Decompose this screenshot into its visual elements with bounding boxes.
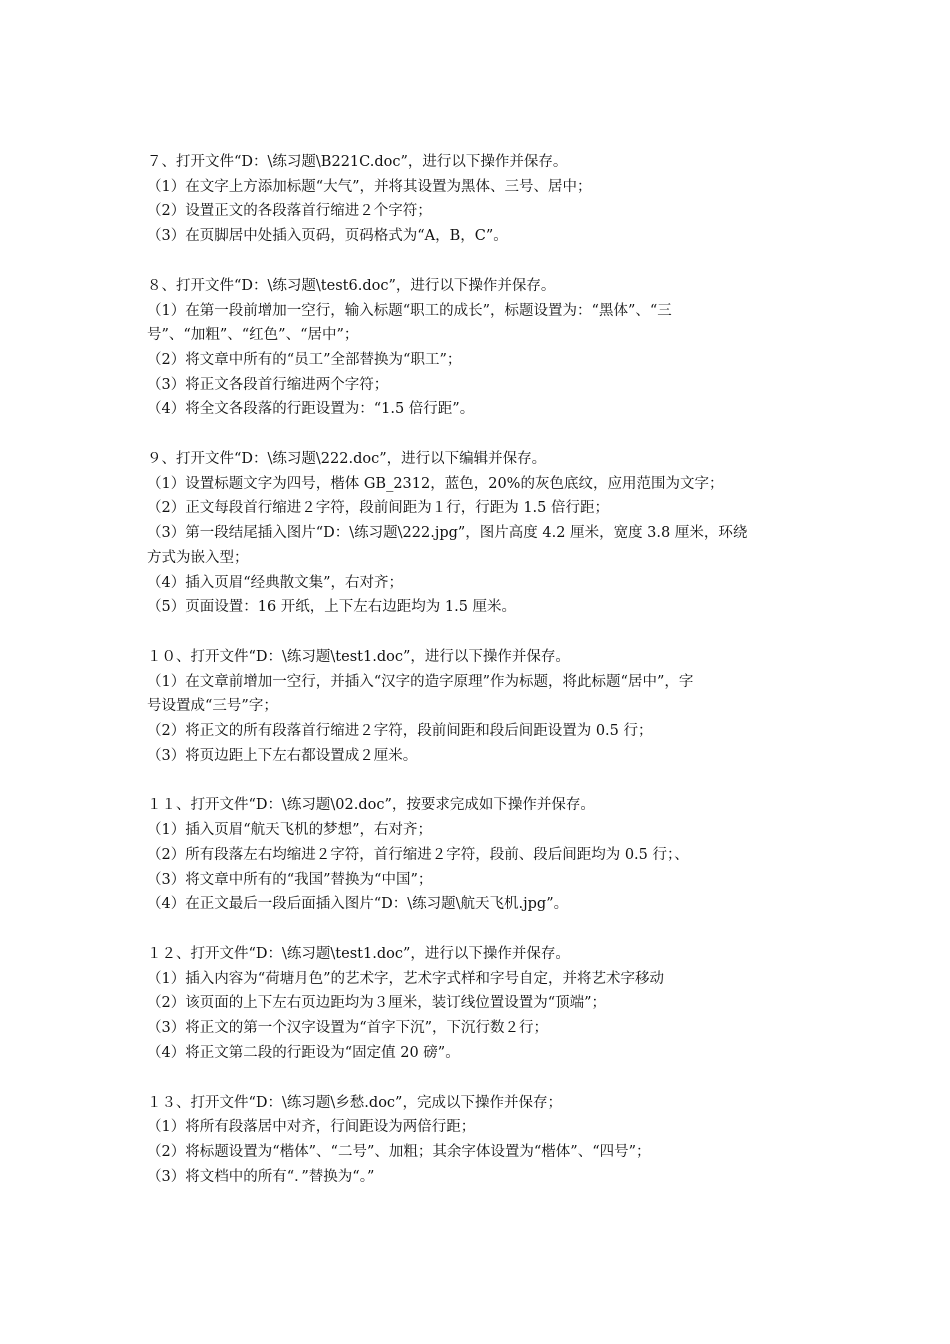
exercise-line: （2）将正文的所有段落首行缩进２字符，段前间距和段后间距设置为 0.5 行； xyxy=(147,723,653,740)
exercise-line: （3）将正文的第一个汉字设置为“首字下沉”，下沉行数２行； xyxy=(147,1020,549,1037)
exercise-line: （1）插入内容为“荷塘月色”的艺术字，艺术字式样和字号自定，并将艺术字移动 xyxy=(147,970,665,987)
exercise-line: （5）页面设置：16 开纸，上下左右边距均为 1.5 厘米。 xyxy=(147,599,517,616)
exercise-line: （1）设置标题文字为四号，楷体 GB_2312，蓝色，20%的灰色底纹，应用范围为文字； xyxy=(147,475,724,492)
exercise-line: 方式为嵌入型； xyxy=(147,549,249,566)
exercise-line: （2）所有段落左右均缩进２字符，首行缩进２字符，段前、段后间距均为 0.5 行；、 xyxy=(147,846,689,863)
exercise-12 xyxy=(147,942,817,1066)
exercise-line: （4）将正文第二段的行距设为“固定值 20 磅”。 xyxy=(147,1044,460,1061)
exercise-line: １１、打开文件“D：\练习题\02.doc”，按要求完成如下操作并保存。 xyxy=(147,797,595,814)
exercise-line: １２、打开文件“D：\练习题\test1.doc”，进行以下操作并保存。 xyxy=(147,945,570,962)
document-body xyxy=(147,150,817,1214)
exercise-line: （3）将页边距上下左右都设置成２厘米。 xyxy=(147,747,418,764)
exercise-line: （4）插入页眉“经典散文集”，右对齐； xyxy=(147,574,404,591)
exercise-line: （3）第一段结尾插入图片“D：\练习题\222.jpg”，图片高度 4.2 厘米，宽度 3.8 厘米，环绕 xyxy=(147,525,748,542)
exercise-line: ９、打开文件“D：\练习题\222.doc”，进行以下编辑并保存。 xyxy=(147,451,547,468)
exercise-7 xyxy=(147,150,817,249)
exercise-13 xyxy=(147,1091,817,1190)
exercise-line: １３、打开文件“D：\练习题\乡愁.doc”，完成以下操作并保存； xyxy=(147,1094,562,1111)
exercise-line: （3）在页脚居中处插入页码，页码格式为“A，B，C”。 xyxy=(147,228,508,245)
exercise-line: （1）在第一段前增加一空行，输入标题“职工的成长”，标题设置为：“黑体”、“三 xyxy=(147,302,672,319)
exercise-line: （3）将正文各段首行缩进两个字符； xyxy=(147,376,389,393)
exercise-9 xyxy=(147,447,817,620)
exercise-11 xyxy=(147,793,817,917)
exercise-10 xyxy=(147,645,817,769)
exercise-line: （3）将文档中的所有“．”替换为“。” xyxy=(147,1168,375,1185)
exercise-line: ７、打开文件“D：\练习题\B221C.doc”，进行以下操作并保存。 xyxy=(147,154,568,170)
exercise-line: （3）将文章中所有的“我国”替换为“中国”； xyxy=(147,871,433,888)
exercise-line: （2）将标题设置为“楷体”、“二号”、加粗；其余字体设置为“楷体”、“四号”； xyxy=(147,1143,651,1160)
exercise-line: （2）设置正文的各段落首行缩进２个字符； xyxy=(147,203,432,220)
exercise-line: （1）在文字上方添加标题“大气”，并将其设置为黑体、三号、居中； xyxy=(147,178,592,195)
exercise-line: （1）将所有段落居中对齐，行间距设为两倍行距； xyxy=(147,1119,476,1136)
exercise-line: １０、打开文件“D：\练习题\test1.doc”，进行以下操作并保存。 xyxy=(147,648,570,665)
exercise-line: （2）该页面的上下左右页边距均为３厘米，装订线位置设置为“顶端”； xyxy=(147,995,607,1012)
exercise-line: 号设置成“三号”字； xyxy=(147,698,278,715)
exercise-line: ８、打开文件“D：\练习题\test6.doc”，进行以下操作并保存。 xyxy=(147,277,556,294)
exercise-line: （4）在正文最后一段后面插入图片“D：\练习题\航天飞机.jpg”。 xyxy=(147,896,569,913)
exercise-line: 号”、“加粗”、“红色”、“居中”； xyxy=(147,327,359,344)
exercise-line: （1）在文章前增加一空行，并插入“汉字的造字原理”作为标题，将此标题“居中”，字 xyxy=(147,673,694,690)
exercise-8 xyxy=(147,274,817,422)
exercise-line: （2）正文每段首行缩进２字符，段前间距为１行，行距为 1.5 倍行距； xyxy=(147,500,610,517)
exercise-line: （2）将文章中所有的“员工”全部替换为“职工”； xyxy=(147,351,462,368)
exercise-line: （1）插入页眉“航天飞机的梦想”，右对齐； xyxy=(147,822,433,839)
exercise-line: （4）将全文各段落的行距设置为：“1.5 倍行距”。 xyxy=(147,401,475,418)
